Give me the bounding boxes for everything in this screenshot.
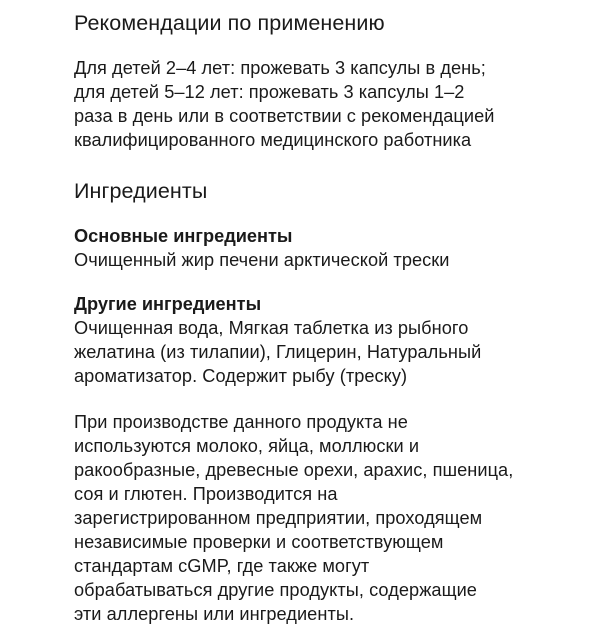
usage-heading: Рекомендации по применению [74, 11, 385, 35]
other-ingredients-line: ароматизатор. Содержит рыбу (треску) [74, 366, 408, 386]
allergen-line: независимые проверки и соответствующем [74, 532, 444, 552]
other-ingredients-title: Другие ингредиенты [74, 294, 262, 314]
allergen-line: обрабатываться другие продукты, содержащие [74, 580, 477, 600]
main-ingredients-title: Основные ингредиенты [74, 226, 293, 246]
usage-instructions [74, 56, 581, 152]
main-ingredients-line: Очищенный жир печени арктической трески [74, 250, 450, 270]
other-ingredients-line: Очищенная вода, Мягкая таблетка из рыбного [74, 318, 469, 338]
allergen-line: При производстве данного продукта не [74, 412, 408, 432]
usage-line: раза в день или в соответствии с рекомендацией [74, 106, 495, 126]
allergen-line: ракообразные, древесные орехи, арахис, пшеница, [74, 460, 514, 480]
other-ingredients-section [74, 292, 581, 388]
usage-line: для детей 5–12 лет: прожевать 3 капсулы 1–2 [74, 82, 465, 102]
other-ingredients-text [74, 316, 581, 388]
main-ingredients-text [74, 248, 581, 272]
allergen-line: соя и глютен. Производится на [74, 484, 338, 504]
allergen-line: эти аллергены или ингредиенты. [74, 604, 355, 624]
ingredients-heading: Ингредиенты [74, 179, 208, 203]
usage-line: квалифицированного медицинского работника [74, 130, 472, 150]
allergen-line: стандартам cGMP, где также могут [74, 556, 370, 576]
allergen-line: используются молоко, яйца, моллюски и [74, 436, 420, 456]
other-ingredients-line: желатина (из тилапии), Глицерин, Натуральный [74, 342, 482, 362]
main-ingredients-section [74, 224, 581, 272]
allergen-notice [74, 410, 581, 626]
allergen-line: зарегистрированном предприятии, проходящем [74, 508, 483, 528]
usage-line: Для детей 2–4 лет: прожевать 3 капсулы в день; [74, 58, 486, 78]
